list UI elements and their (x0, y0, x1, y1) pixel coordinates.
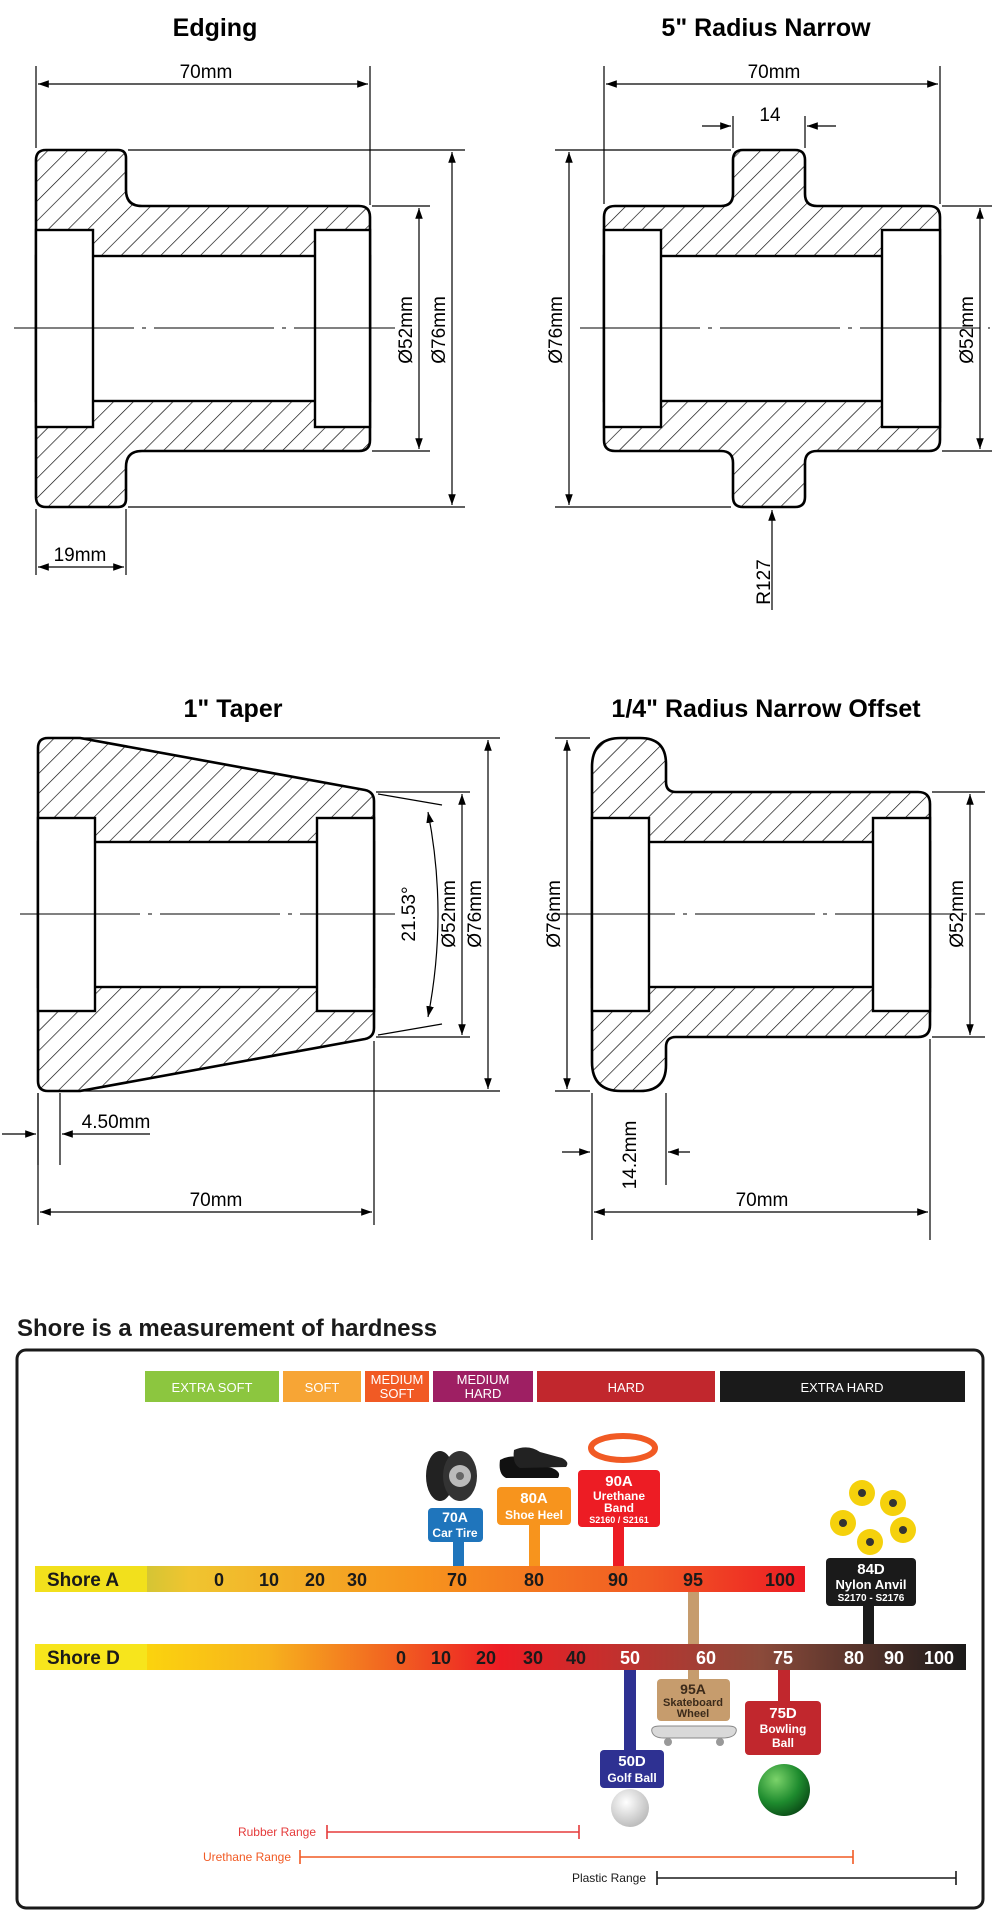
skateboard-icon (652, 1726, 737, 1746)
shore-title: Shore is a measurement of hardness (17, 1315, 438, 1342)
callout-urethane-band (578, 1470, 660, 1527)
range-urethane (203, 1850, 853, 1864)
dim-outer-diameter: Ø76mm (429, 296, 450, 364)
callout-code: 90A (605, 1473, 633, 1490)
callout-name-line: Skateboard (663, 1697, 723, 1709)
callout-name-line: Band (604, 1501, 634, 1515)
range-label: Rubber Range (237, 1825, 316, 1839)
dim-inner-diameter: Ø52mm (947, 880, 968, 948)
callout-name: Golf Ball (607, 1771, 657, 1785)
tick-label: 20 (475, 1648, 497, 1668)
callout-sub: S2160 / S2161 (589, 1515, 649, 1525)
band-label: EXTRA HARD (800, 1380, 884, 1395)
tick-label: 20 (304, 1570, 326, 1590)
band-label: HARD (464, 1386, 502, 1401)
tick-label: 30 (522, 1648, 544, 1668)
callout-name-line: Bowling (759, 1722, 807, 1736)
dim-taper-offset: 4.50mm (81, 1112, 151, 1133)
tick-label: 90 (883, 1648, 905, 1668)
bowling-ball-icon (758, 1764, 810, 1816)
range-label: Plastic Range (571, 1871, 646, 1885)
dim-width: 70mm (747, 62, 801, 83)
callout-name: Car Tire (432, 1526, 478, 1540)
tick-label: 40 (565, 1648, 587, 1668)
tick-label: 90 (607, 1570, 629, 1590)
callout-name-line: Urethane (592, 1489, 646, 1503)
range-plastic (572, 1871, 956, 1885)
dim-flange-width: 19mm (53, 545, 107, 566)
dim-outer-diameter: Ø76mm (465, 880, 486, 948)
callout-code: 75D (769, 1705, 797, 1722)
tick-label: 50 (619, 1648, 641, 1668)
dim-outer-diameter: Ø76mm (544, 880, 565, 948)
range-label: Urethane Range (202, 1850, 291, 1864)
tick-label: 0 (395, 1648, 407, 1668)
drawing-title: 1" Taper (183, 695, 283, 723)
callout-name-line: Ball (771, 1736, 795, 1750)
callout-name: Nylon Anvil (835, 1577, 907, 1592)
tick-label: 100 (764, 1570, 796, 1590)
range-rubber (238, 1825, 579, 1839)
callout-code: 95A (680, 1681, 706, 1697)
callout-code: 84D (857, 1561, 885, 1578)
dim-width: 70mm (735, 1190, 789, 1211)
band-label: HARD (607, 1380, 645, 1395)
dim-outer-diameter: Ø76mm (546, 296, 567, 364)
tick-label: 75 (772, 1648, 794, 1668)
tick-label: 60 (695, 1648, 717, 1668)
callout-sub: S2170 - S2176 (837, 1593, 905, 1604)
dim-flange-offset: 14.2mm (620, 1120, 641, 1190)
band-label: MEDIUM (456, 1372, 510, 1387)
tick-label: 0 (213, 1570, 225, 1590)
callout-skateboard-wheel (657, 1679, 730, 1721)
dim-taper-angle: 21.53° (399, 886, 420, 942)
shore-a-scale (35, 1566, 805, 1592)
drawing-title: Edging (172, 14, 258, 42)
tick-label: 95 (682, 1570, 704, 1590)
tick-label: 10 (430, 1648, 452, 1668)
callout-name-line: Wheel (676, 1708, 710, 1720)
car-tire-icon (426, 1451, 477, 1501)
band-label: EXTRA SOFT (171, 1380, 253, 1395)
tick-label: 70 (446, 1570, 468, 1590)
tick-label: 10 (258, 1570, 280, 1590)
scale-label: Shore D (47, 1648, 120, 1669)
dim-inner-diameter: Ø52mm (957, 296, 978, 364)
callout-shoe-heel (497, 1487, 571, 1525)
tick-label: 30 (346, 1570, 368, 1590)
shoe-icon (500, 1447, 568, 1478)
dim-inner-diameter: Ø52mm (396, 296, 417, 364)
callout-code: 50D (618, 1753, 646, 1770)
drawing-title: 1/4" Radius Narrow Offset (611, 695, 921, 723)
band-label: MEDIUM (370, 1372, 424, 1387)
rubber-band-icon (591, 1436, 655, 1460)
shore-d-scale (35, 1644, 966, 1670)
nylon-anvil-icon (830, 1480, 916, 1555)
tick-label: 80 (523, 1570, 545, 1590)
tick-label: 100 (923, 1648, 955, 1668)
shore-panel (17, 1350, 983, 1908)
dim-crown-width: 14 (759, 105, 781, 126)
callout-car-tire (428, 1508, 483, 1542)
band-label: SOFT (379, 1386, 415, 1401)
tick-label: 80 (843, 1648, 865, 1668)
golf-ball-icon (611, 1789, 649, 1827)
dim-width: 70mm (179, 62, 233, 83)
band-label: SOFT (304, 1380, 340, 1395)
dim-width: 70mm (189, 1190, 243, 1211)
dim-inner-diameter: Ø52mm (439, 880, 460, 948)
dim-crown-radius: R127 (754, 559, 775, 605)
drawing-title: 5" Radius Narrow (661, 14, 871, 42)
callout-name: Shoe Heel (504, 1508, 564, 1522)
scale-label: Shore A (47, 1570, 120, 1591)
hardness-bands (145, 1371, 965, 1402)
callout-code: 80A (520, 1490, 548, 1507)
callout-bowling-ball (745, 1701, 821, 1755)
callout-golf-ball (600, 1750, 664, 1788)
callout-code: 70A (442, 1509, 468, 1525)
callout-nylon-anvil (826, 1558, 916, 1606)
